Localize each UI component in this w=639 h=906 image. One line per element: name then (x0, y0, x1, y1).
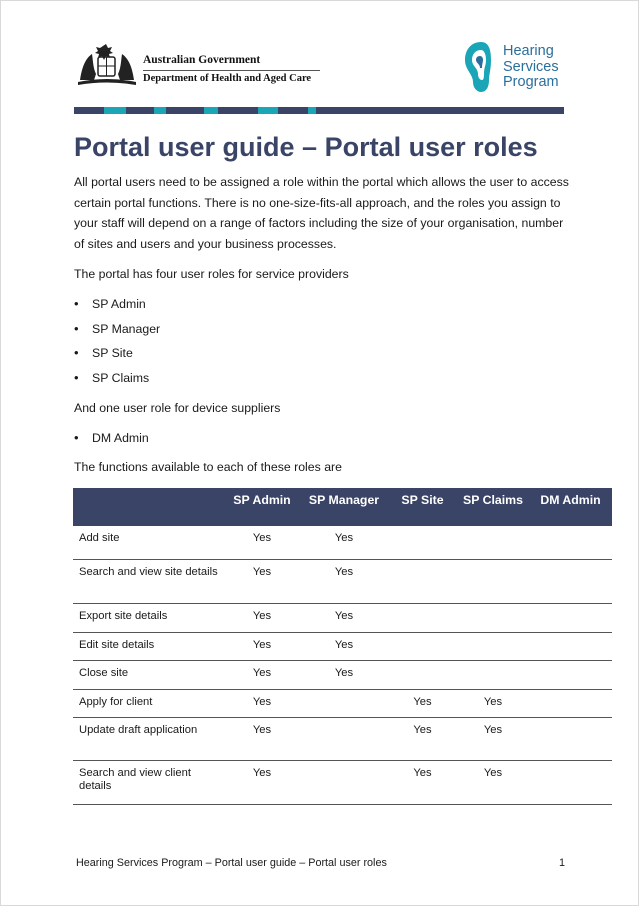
list-item: • DM Admin (74, 429, 149, 454)
table-cell (388, 559, 457, 603)
program-logo-line: Services (503, 58, 559, 75)
table-cell: Yes (300, 632, 388, 660)
table-header-cell: SP Claims (457, 488, 529, 526)
table-cell (457, 632, 529, 660)
table-row (73, 717, 612, 760)
page-title: Portal user guide – Portal user roles (74, 132, 538, 162)
function-name: Edit site details (73, 632, 224, 660)
role-functions-table (73, 488, 612, 805)
table-cell (388, 660, 457, 689)
sp-roles-list (74, 295, 160, 393)
table-cell: Yes (224, 717, 300, 760)
function-name: Export site details (73, 603, 224, 632)
table-cell (529, 632, 612, 660)
table-cell: Yes (457, 717, 529, 760)
table-cell (529, 689, 612, 717)
program-logo-text (503, 44, 559, 91)
dm-roles-intro: And one user role for device suppliers (74, 401, 281, 415)
table-cell (529, 660, 612, 689)
table-cell (529, 559, 612, 603)
intro-paragraph: All portal users need to be assigned a role within the portal which allows the user to access certain portal functions. There is no one-size-fits-all approach, and the roles you assign to your staff will depend on a range of factors including the size of your organisation, number of sites and users and your business processes. (74, 175, 569, 252)
table-cell: Yes (300, 526, 388, 559)
list-item: • SP Manager (74, 320, 160, 345)
table-cell: Yes (457, 760, 529, 804)
table-cell (457, 660, 529, 689)
list-item: • SP Admin (74, 295, 160, 320)
table-cell (300, 717, 388, 760)
table-header-cell: SP Manager (300, 488, 388, 526)
function-name: Search and view client details (73, 760, 224, 804)
table-cell: Yes (224, 689, 300, 717)
table-cell: Yes (224, 526, 300, 559)
list-item: • SP Claims (74, 369, 160, 394)
table-cell (457, 526, 529, 559)
program-logo-line: Program (503, 74, 559, 90)
table-cell: Yes (388, 689, 457, 717)
function-name: Apply for client (73, 689, 224, 717)
table-cell (300, 760, 388, 804)
table-row (73, 689, 612, 717)
table-header-cell (73, 488, 224, 526)
footer-text: Hearing Services Program – Portal user guide – Portal user roles (76, 857, 387, 869)
government-divider (143, 70, 320, 71)
department-name: Department of Health and Aged Care (143, 73, 312, 84)
list-item: • SP Site (74, 344, 160, 369)
table-row (73, 559, 612, 603)
table-row (73, 660, 612, 689)
function-name: Update draft application (73, 717, 224, 760)
table-cell: Yes (388, 760, 457, 804)
header-stripe (74, 107, 564, 114)
function-name: Close site (73, 660, 224, 689)
table-header-cell: SP Admin (224, 488, 300, 526)
table-cell: Yes (300, 559, 388, 603)
table-row (73, 760, 612, 804)
table-cell: Yes (224, 559, 300, 603)
dm-roles-list (74, 429, 149, 454)
table-header-cell: DM Admin (529, 488, 612, 526)
coat-of-arms-icon (76, 40, 138, 88)
program-logo-line: Hearing (503, 43, 554, 59)
table-cell: Yes (388, 717, 457, 760)
function-name: Add site (73, 526, 224, 559)
table-row (73, 603, 612, 632)
table-row (73, 632, 612, 660)
table-cell (300, 689, 388, 717)
table-header-row (73, 488, 612, 526)
table-cell (529, 603, 612, 632)
table-cell (388, 632, 457, 660)
table-cell: Yes (457, 689, 529, 717)
table-cell (529, 526, 612, 559)
table-intro: The functions available to each of these roles are (74, 460, 342, 474)
table-cell: Yes (224, 603, 300, 632)
table-cell (457, 603, 529, 632)
table-header-cell: SP Site (388, 488, 457, 526)
table-cell (388, 603, 457, 632)
sp-roles-intro: The portal has four user roles for service providers (74, 267, 349, 281)
ear-logo-icon (463, 40, 493, 94)
table-cell: Yes (300, 603, 388, 632)
table-cell (457, 559, 529, 603)
table-cell: Yes (224, 760, 300, 804)
function-name: Search and view site details (73, 559, 224, 603)
table-cell (529, 717, 612, 760)
table-cell: Yes (224, 632, 300, 660)
table-cell (529, 760, 612, 804)
table-row (73, 526, 612, 559)
table-cell (388, 526, 457, 559)
table-cell: Yes (224, 660, 300, 689)
page-number: 1 (559, 857, 566, 869)
government-name: Australian Government (143, 54, 261, 66)
table-cell: Yes (300, 660, 388, 689)
